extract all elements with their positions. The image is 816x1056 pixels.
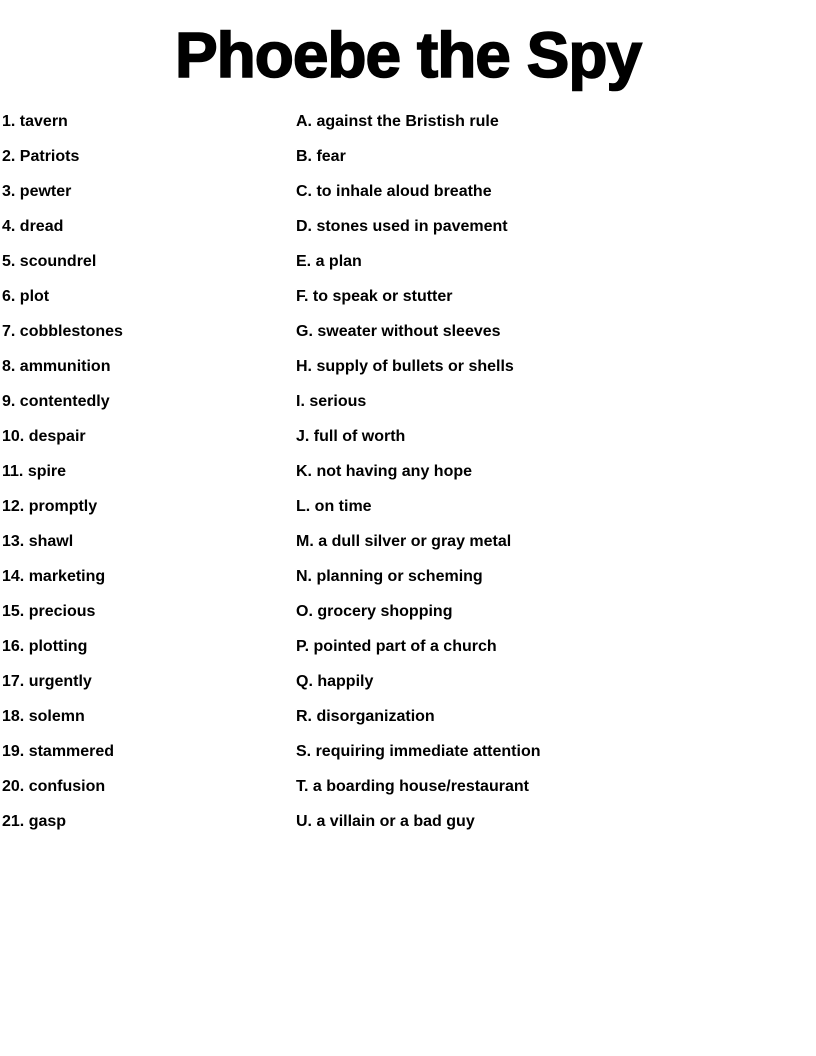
term-word: cobblestones — [19, 323, 123, 340]
definition-item — [296, 602, 816, 621]
page-title: Phoebe the Spy — [174, 19, 642, 91]
definition-text: planning or scheming — [316, 568, 483, 585]
definition-item — [296, 322, 816, 341]
match-row — [0, 427, 816, 462]
definition-text: supply of bullets or shells — [316, 358, 514, 375]
definition-text: on time — [314, 498, 372, 515]
match-row — [0, 707, 816, 742]
definition-letter: A. — [296, 113, 312, 130]
definition-item — [296, 812, 816, 831]
term-number: 1. — [2, 113, 16, 130]
term-number: 4. — [2, 218, 16, 235]
definition-item — [296, 147, 816, 166]
term-word: spire — [27, 463, 67, 480]
definition-item — [296, 707, 816, 726]
term-word: shawl — [28, 533, 74, 550]
match-row — [0, 392, 816, 427]
definition-letter: B. — [296, 148, 312, 165]
term-word: despair — [28, 428, 86, 445]
definition-item — [296, 252, 816, 271]
matching-list — [0, 112, 816, 847]
term-number: 21. — [2, 813, 25, 830]
definition-text: a dull silver or gray metal — [318, 533, 512, 550]
term-word: precious — [28, 603, 96, 620]
term-item — [0, 427, 296, 446]
term-item — [0, 252, 296, 271]
definition-letter: D. — [296, 218, 312, 235]
match-row — [0, 462, 816, 497]
term-item — [0, 567, 296, 586]
definition-letter: O. — [296, 603, 313, 620]
match-row — [0, 532, 816, 567]
definition-letter: G. — [296, 323, 313, 340]
definition-item — [296, 672, 816, 691]
definition-item — [296, 462, 816, 481]
term-number: 20. — [2, 778, 25, 795]
term-number: 17. — [2, 673, 25, 690]
term-number: 10. — [2, 428, 25, 445]
term-word: tavern — [19, 113, 68, 130]
definition-text: fear — [316, 148, 346, 165]
term-item — [0, 812, 296, 831]
match-row — [0, 567, 816, 602]
definition-item — [296, 217, 816, 236]
term-number: 15. — [2, 603, 25, 620]
match-row — [0, 742, 816, 777]
term-number: 13. — [2, 533, 25, 550]
definition-text: requiring immediate attention — [315, 743, 541, 760]
term-number: 18. — [2, 708, 25, 725]
definition-letter: N. — [296, 568, 312, 585]
definition-letter: Q. — [296, 673, 313, 690]
definition-text: serious — [309, 393, 367, 410]
definition-letter: M. — [296, 533, 314, 550]
term-number: 5. — [2, 253, 16, 270]
definition-letter: H. — [296, 358, 312, 375]
term-item — [0, 112, 296, 131]
term-number: 9. — [2, 393, 16, 410]
term-word: promptly — [28, 498, 98, 515]
term-item — [0, 672, 296, 691]
term-word: contentedly — [19, 393, 110, 410]
definition-text: stones used in pavement — [316, 218, 508, 235]
definition-text: to inhale aloud breathe — [316, 183, 492, 200]
term-number: 6. — [2, 288, 16, 305]
term-word: Patriots — [19, 148, 80, 165]
match-row — [0, 287, 816, 322]
match-row — [0, 637, 816, 672]
term-number: 14. — [2, 568, 25, 585]
term-word: pewter — [19, 183, 72, 200]
match-row — [0, 147, 816, 182]
definition-text: not having any hope — [316, 463, 473, 480]
match-row — [0, 182, 816, 217]
term-word: stammered — [28, 743, 115, 760]
definition-text: sweater without sleeves — [317, 323, 501, 340]
term-number: 3. — [2, 183, 16, 200]
term-item — [0, 497, 296, 516]
definition-text: against the Bristish rule — [316, 113, 499, 130]
term-item — [0, 287, 296, 306]
definition-letter: S. — [296, 743, 312, 760]
term-number: 8. — [2, 358, 16, 375]
term-item — [0, 392, 296, 411]
definition-text: to speak or stutter — [312, 288, 453, 305]
definition-letter: K. — [296, 463, 312, 480]
definition-text: a boarding house/restaurant — [312, 778, 529, 795]
definition-item — [296, 112, 816, 131]
term-item — [0, 462, 296, 481]
definition-text: full of worth — [313, 428, 406, 445]
term-word: plotting — [28, 638, 88, 655]
match-row — [0, 357, 816, 392]
definition-letter: I. — [296, 393, 305, 410]
definition-item — [296, 287, 816, 306]
definition-letter: R. — [296, 708, 312, 725]
match-row — [0, 672, 816, 707]
term-word: scoundrel — [19, 253, 97, 270]
term-word: gasp — [28, 813, 67, 830]
definition-item — [296, 427, 816, 446]
term-item — [0, 777, 296, 796]
term-item — [0, 637, 296, 656]
term-item — [0, 602, 296, 621]
definition-item — [296, 742, 816, 761]
term-number: 11. — [2, 463, 24, 480]
definition-letter: F. — [296, 288, 309, 305]
term-item — [0, 182, 296, 201]
match-row — [0, 497, 816, 532]
definition-text: a plan — [315, 253, 362, 270]
definition-text: happily — [317, 673, 374, 690]
term-number: 12. — [2, 498, 25, 515]
definition-text: grocery shopping — [317, 603, 453, 620]
term-number: 16. — [2, 638, 25, 655]
definition-item — [296, 392, 816, 411]
definition-letter: L. — [296, 498, 311, 515]
definition-letter: T. — [296, 778, 309, 795]
term-word: dread — [19, 218, 64, 235]
term-item — [0, 147, 296, 166]
term-number: 2. — [2, 148, 16, 165]
term-word: confusion — [28, 778, 106, 795]
match-row — [0, 252, 816, 287]
term-number: 7. — [2, 323, 16, 340]
definition-letter: U. — [296, 813, 312, 830]
definition-item — [296, 532, 816, 551]
definition-letter: E. — [296, 253, 312, 270]
term-item — [0, 742, 296, 761]
definition-item — [296, 497, 816, 516]
term-item — [0, 217, 296, 236]
term-number: 19. — [2, 743, 25, 760]
term-item — [0, 707, 296, 726]
match-row — [0, 812, 816, 847]
definition-letter: P. — [296, 638, 310, 655]
term-word: urgently — [28, 673, 92, 690]
definition-item — [296, 637, 816, 656]
definition-letter: C. — [296, 183, 312, 200]
match-row — [0, 217, 816, 252]
definition-item — [296, 567, 816, 586]
match-row — [0, 777, 816, 812]
match-row — [0, 112, 816, 147]
term-item — [0, 357, 296, 376]
term-item — [0, 322, 296, 341]
definition-item — [296, 777, 816, 796]
term-word: plot — [19, 288, 50, 305]
match-row — [0, 322, 816, 357]
definition-text: a villain or a bad guy — [316, 813, 475, 830]
term-word: marketing — [28, 568, 106, 585]
term-item — [0, 532, 296, 551]
definition-letter: J. — [296, 428, 310, 445]
match-row — [0, 602, 816, 637]
definition-text: disorganization — [316, 708, 435, 725]
definition-item — [296, 357, 816, 376]
definition-text: pointed part of a church — [313, 638, 497, 655]
definition-item — [296, 182, 816, 201]
term-word: ammunition — [19, 358, 111, 375]
term-word: solemn — [28, 708, 85, 725]
